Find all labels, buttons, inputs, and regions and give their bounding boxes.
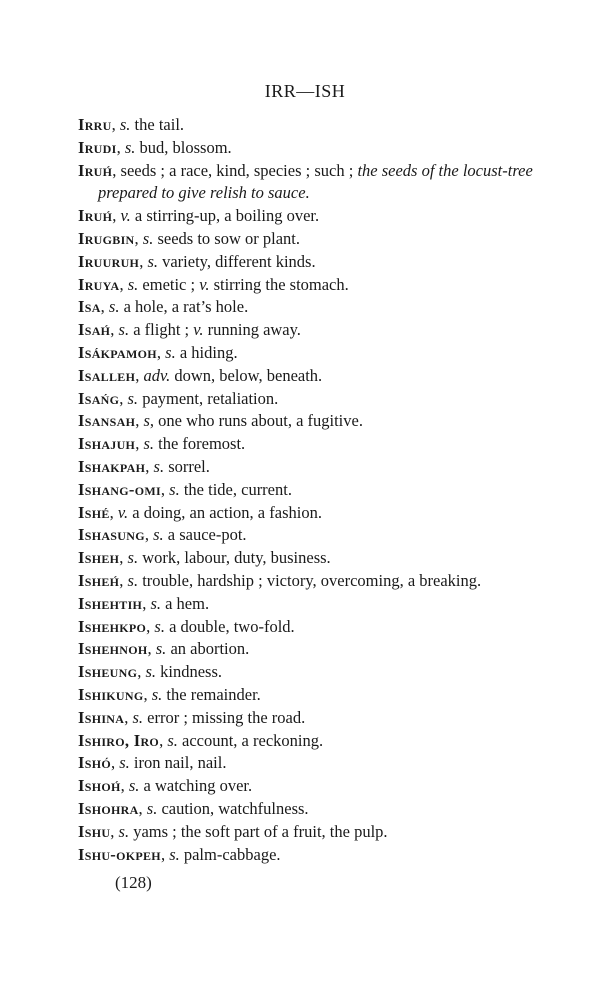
page-body bbox=[78, 114, 558, 894]
entry-definition: error ; missing the road. bbox=[143, 707, 306, 727]
entry-definition: bud, blossom. bbox=[135, 137, 232, 157]
entry-headword: Ishó bbox=[78, 753, 111, 773]
entry-definition: , bbox=[110, 821, 119, 841]
dictionary-entry bbox=[78, 456, 558, 479]
entry-headword: Isalleh bbox=[78, 365, 136, 385]
entry-headword: Isa bbox=[78, 297, 101, 317]
entry-italic-text: s. bbox=[127, 548, 139, 568]
entry-italic-text: s. bbox=[146, 798, 158, 818]
entry-definition: , bbox=[135, 434, 144, 454]
entry-definition: , bbox=[111, 115, 120, 134]
dictionary-entry bbox=[78, 479, 558, 502]
dictionary-entry bbox=[78, 137, 558, 160]
entry-definition: a hiding. bbox=[175, 342, 238, 362]
entry-definition: , bbox=[160, 479, 170, 499]
entry-italic-text: s. bbox=[167, 730, 178, 750]
entry-definition: , bbox=[100, 297, 109, 317]
dictionary-entry bbox=[78, 798, 558, 821]
entry-italic-text: s. bbox=[119, 115, 131, 134]
dictionary-entries bbox=[78, 114, 558, 866]
entry-headword: Isah́ bbox=[78, 320, 111, 340]
dictionary-entry bbox=[78, 707, 558, 730]
entry-definition: , bbox=[120, 776, 129, 796]
entry-definition: , bbox=[134, 228, 143, 248]
entry-definition: , bbox=[138, 798, 147, 818]
entry-definition: , bbox=[143, 684, 152, 704]
entry-headword: Iruuruh bbox=[78, 251, 140, 271]
dictionary-entry bbox=[78, 730, 558, 753]
entry-headword: Ishehtih bbox=[78, 593, 143, 613]
entry-definition: , bbox=[147, 639, 156, 659]
dictionary-entry bbox=[78, 752, 558, 775]
entry-headword: Iruya bbox=[78, 274, 120, 294]
entry-italic-text: s bbox=[143, 411, 150, 431]
entry-definition: , bbox=[139, 251, 148, 271]
entry-definition: , bbox=[119, 388, 128, 408]
dictionary-entry bbox=[78, 296, 558, 319]
entry-definition: , seeds ; a race, kind, species ; such ; bbox=[112, 160, 358, 180]
entry-definition: the tide, current. bbox=[179, 479, 292, 499]
dictionary-entry bbox=[78, 570, 558, 593]
entry-headword: Ishé bbox=[78, 502, 110, 522]
dictionary-entry bbox=[78, 410, 558, 433]
entry-italic-text: s. bbox=[165, 342, 176, 362]
entry-headword: Ishakpah bbox=[78, 456, 146, 476]
entry-italic-text: s. bbox=[142, 228, 154, 248]
entry-headword: Iruh́ bbox=[78, 160, 113, 180]
dictionary-entry bbox=[78, 251, 558, 274]
dictionary-entry bbox=[78, 593, 558, 616]
entry-definition: , bbox=[135, 411, 144, 431]
entry-definition: , one who runs about, a fugitive. bbox=[149, 411, 363, 431]
entry-definition: , bbox=[110, 320, 119, 340]
entry-definition: sorrel. bbox=[164, 456, 210, 476]
entry-definition: an abortion. bbox=[166, 639, 250, 659]
entry-headword: Irugbin bbox=[78, 228, 135, 248]
entry-definition: running away. bbox=[203, 320, 301, 340]
entry-headword: Isansah bbox=[78, 411, 136, 431]
entry-headword: Ishajuh bbox=[78, 434, 136, 454]
entry-headword: Ishina bbox=[78, 707, 125, 727]
dictionary-entry bbox=[78, 821, 558, 844]
entry-italic-text: s. bbox=[169, 479, 180, 499]
entry-definition: a watching over. bbox=[139, 776, 253, 796]
entry-headword: Ishu-okpeh bbox=[78, 844, 161, 864]
entry-headword: Ishang-omi bbox=[78, 479, 161, 499]
entry-italic-text: s. bbox=[153, 525, 164, 545]
entry-headword: Ishehkpo bbox=[78, 616, 147, 636]
entry-headword: Iruh́ bbox=[78, 206, 113, 226]
entry-headword: Ishu bbox=[78, 821, 111, 841]
dictionary-entry bbox=[78, 524, 558, 547]
dictionary-entry bbox=[78, 114, 558, 137]
entry-definition: , bbox=[119, 570, 128, 590]
entry-headword: Isákpamoh bbox=[78, 342, 157, 362]
entry-headword: Isheh́ bbox=[78, 570, 120, 590]
entry-definition: the foremost. bbox=[154, 434, 246, 454]
entry-italic-text: s. bbox=[150, 593, 161, 613]
entry-definition: stirring the stomach. bbox=[209, 274, 349, 294]
entry-italic-text: v. bbox=[193, 320, 204, 340]
entry-italic-text: s. bbox=[118, 821, 130, 841]
entry-definition: , bbox=[112, 206, 121, 226]
entry-definition: , bbox=[145, 456, 154, 476]
dictionary-entry bbox=[78, 388, 558, 411]
entry-definition: a flight ; bbox=[129, 320, 194, 340]
entry-headword: Isańg bbox=[78, 388, 120, 408]
entry-italic-text: s. bbox=[128, 776, 140, 796]
entry-definition: trouble, hardship ; victory, overcoming, a breaking. bbox=[138, 570, 482, 590]
dictionary-entry bbox=[78, 228, 558, 251]
entry-italic-text: s. bbox=[169, 844, 180, 864]
entry-headword: Irru bbox=[78, 115, 112, 134]
entry-italic-text: s. bbox=[119, 753, 130, 773]
entry-definition: down, below, beneath. bbox=[170, 365, 323, 385]
entry-italic-text: s. bbox=[154, 616, 165, 636]
entry-italic-text: s. bbox=[151, 684, 163, 704]
entry-definition: a stirring-up, a boiling over. bbox=[130, 206, 320, 226]
entry-italic-text: s. bbox=[108, 297, 120, 317]
entry-italic-text: s. bbox=[145, 662, 156, 682]
entry-definition: a doing, an action, a fashion. bbox=[128, 502, 322, 522]
entry-definition: , bbox=[110, 753, 120, 773]
entry-definition: a hole, a rat’s hole. bbox=[119, 297, 249, 317]
page-number: (128) bbox=[115, 873, 152, 893]
entry-headword: Ishoh́ bbox=[78, 776, 121, 796]
dictionary-entry bbox=[78, 274, 558, 297]
entry-definition: a hem. bbox=[160, 593, 210, 613]
entry-headword: Ishikung bbox=[78, 684, 144, 704]
dictionary-entry bbox=[78, 342, 558, 365]
dictionary-entry bbox=[78, 160, 558, 206]
entry-definition: emetic ; bbox=[138, 274, 200, 294]
entry-italic-text: v. bbox=[117, 502, 129, 522]
entry-definition: seeds to sow or plant. bbox=[153, 228, 300, 248]
entry-definition: , bbox=[124, 707, 133, 727]
dictionary-entry bbox=[78, 684, 558, 707]
entry-italic-text: adv. bbox=[143, 365, 171, 385]
entry-italic-text: s. bbox=[127, 274, 139, 294]
entry-italic-text: v. bbox=[120, 206, 131, 226]
dictionary-entry bbox=[78, 365, 558, 388]
entry-definition: payment, retaliation. bbox=[138, 388, 279, 408]
page-title: IRR—ISH bbox=[264, 81, 346, 101]
entry-definition: kindness. bbox=[156, 662, 222, 682]
entry-definition: a double, two-fold. bbox=[164, 616, 295, 636]
dictionary-entry bbox=[78, 502, 558, 525]
entry-definition: , bbox=[142, 593, 151, 613]
dictionary-entry bbox=[78, 616, 558, 639]
dictionary-entry bbox=[78, 205, 558, 228]
entry-definition: palm-cabbage. bbox=[179, 844, 281, 864]
entry-italic-text: s. bbox=[153, 456, 165, 476]
entry-italic-text: s. bbox=[155, 639, 167, 659]
dictionary-entry bbox=[78, 844, 558, 867]
entry-definition: , bbox=[135, 365, 144, 385]
entry-headword: Isheh bbox=[78, 548, 120, 568]
entry-italic-text: s. bbox=[143, 434, 154, 454]
entry-definition: work, labour, duty, business. bbox=[138, 548, 331, 568]
entry-definition: the tail. bbox=[130, 115, 185, 134]
entry-definition: , bbox=[137, 662, 146, 682]
entry-definition: , bbox=[159, 730, 168, 750]
entry-italic-text: s. bbox=[132, 707, 144, 727]
entry-definition: caution, watchfulness. bbox=[157, 798, 309, 818]
dictionary-entry bbox=[78, 638, 558, 661]
entry-definition: , bbox=[119, 548, 128, 568]
dictionary-entry bbox=[78, 547, 558, 570]
entry-definition: , bbox=[109, 502, 118, 522]
entry-italic-text: s. bbox=[124, 137, 136, 157]
entry-definition: account, a reckoning. bbox=[177, 730, 324, 750]
entry-italic-text: s. bbox=[118, 320, 130, 340]
entry-definition: , bbox=[116, 137, 125, 157]
dictionary-entry bbox=[78, 319, 558, 342]
entry-italic-text: s. bbox=[127, 388, 139, 408]
dictionary-entry bbox=[78, 661, 558, 684]
entry-definition: , bbox=[146, 616, 155, 636]
entry-definition: a sauce-pot. bbox=[163, 525, 247, 545]
entry-headword: Ishehnoh bbox=[78, 639, 148, 659]
entry-definition: yams ; the soft part of a fruit, the pulp. bbox=[129, 821, 388, 841]
entry-headword: Ishohra bbox=[78, 798, 139, 818]
dictionary-entry bbox=[78, 775, 558, 798]
entry-headword: Ishiro, Iro bbox=[78, 730, 160, 750]
entry-italic-text: s. bbox=[147, 251, 158, 271]
entry-definition: , bbox=[156, 342, 166, 362]
dictionary-entry bbox=[78, 433, 558, 456]
entry-italic-text: the seeds of the locust-tree prepared to give relish to sauce. bbox=[98, 160, 533, 203]
entry-definition: the remainder. bbox=[162, 684, 261, 704]
entry-definition: , bbox=[160, 844, 170, 864]
entry-italic-text: v. bbox=[199, 274, 210, 294]
entry-headword: Ishasung bbox=[78, 525, 145, 545]
entry-headword: Isheung bbox=[78, 662, 138, 682]
entry-definition: , bbox=[144, 525, 154, 545]
entry-headword: Irudi bbox=[78, 137, 117, 157]
entry-definition: variety, different kinds. bbox=[157, 251, 316, 271]
entry-italic-text: s. bbox=[127, 570, 139, 590]
entry-definition: , bbox=[119, 274, 128, 294]
entry-definition: iron nail, nail. bbox=[129, 753, 227, 773]
